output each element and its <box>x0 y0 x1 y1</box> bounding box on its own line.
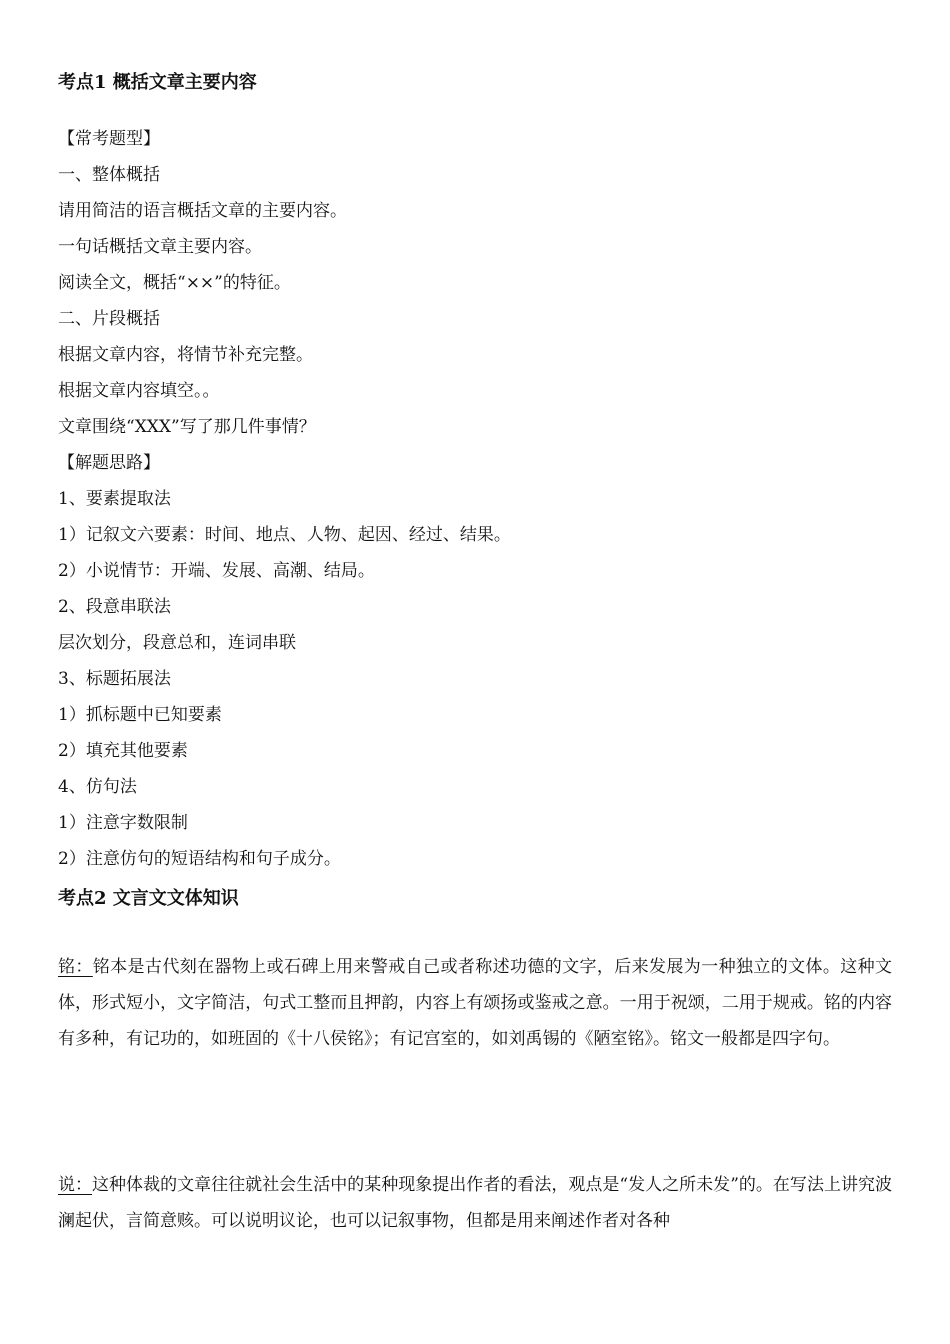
ming-term: 铭： <box>58 957 93 977</box>
content-line: 2、段意串联法 <box>58 597 171 617</box>
shuo-term: 说： <box>58 1175 93 1195</box>
content-line: 文章围绕“XXX”写了那几件事情？ <box>58 417 316 437</box>
content-line: 一、整体概括 <box>58 165 160 185</box>
content-line: 1、要素提取法 <box>58 489 171 509</box>
content-line: 1）记叙文六要素：时间、地点、人物、起因、经过、结果。 <box>58 525 511 545</box>
ming-paragraph <box>58 949 892 1057</box>
content-line: 一句话概括文章主要内容。 <box>58 237 262 257</box>
content-line: 【解题思路】 <box>58 453 160 473</box>
content-line: 二、片段概括 <box>58 309 160 329</box>
section2-title: 考点2 文言文文体知识 <box>58 888 239 909</box>
content-line: 根据文章内容，将情节补充完整。 <box>58 345 313 365</box>
shuo-text: 这种体裁的文章往往就社会生活中的某种现象提出作者的看法，观点是“发人之所未发”的。在写法上讲究波澜起伏，言简意赅。可以说明议论，也可以记叙事物，但都是用来阐述作者对各种 <box>58 1175 892 1231</box>
content-line: 2）填充其他要素 <box>58 741 188 761</box>
content-line: 3、标题拓展法 <box>58 669 171 689</box>
content-line: 2）注意仿句的短语结构和句子成分。 <box>58 849 341 869</box>
content-line: 4、仿句法 <box>58 777 137 797</box>
content-line: 阅读全文，概括“××”的特征。 <box>58 273 291 293</box>
content-line: 1）抓标题中已知要素 <box>58 705 222 725</box>
section1-title: 考点1 概括文章主要内容 <box>58 72 257 93</box>
content-line: 1）注意字数限制 <box>58 813 188 833</box>
content-line: 2）小说情节：开端、发展、高潮、结局。 <box>58 561 375 581</box>
content-line: 请用简洁的语言概括文章的主要内容。 <box>58 201 347 221</box>
shuo-paragraph <box>58 1167 892 1239</box>
content-line: 【常考题型】 <box>58 129 160 149</box>
content-line: 根据文章内容填空。。 <box>58 381 220 401</box>
content-line: 层次划分，段意总和，连词串联 <box>58 633 296 653</box>
ming-text: 铭本是古代刻在器物上或石碑上用来警戒自己或者称述功德的文字，后来发展为一种独立的文体。这种文体，形式短小，文字简洁，句式工整而且押韵，内容上有颂扬或鉴戒之意。一用于祝颂，二用于规戒。铭的内容有多种，有记功的，如班固的《十八侯铭》；有记宫室的，如刘禹锡的《陋室铭》。铭文一般都是四字句。 <box>58 957 893 1049</box>
section1-content <box>58 121 511 877</box>
